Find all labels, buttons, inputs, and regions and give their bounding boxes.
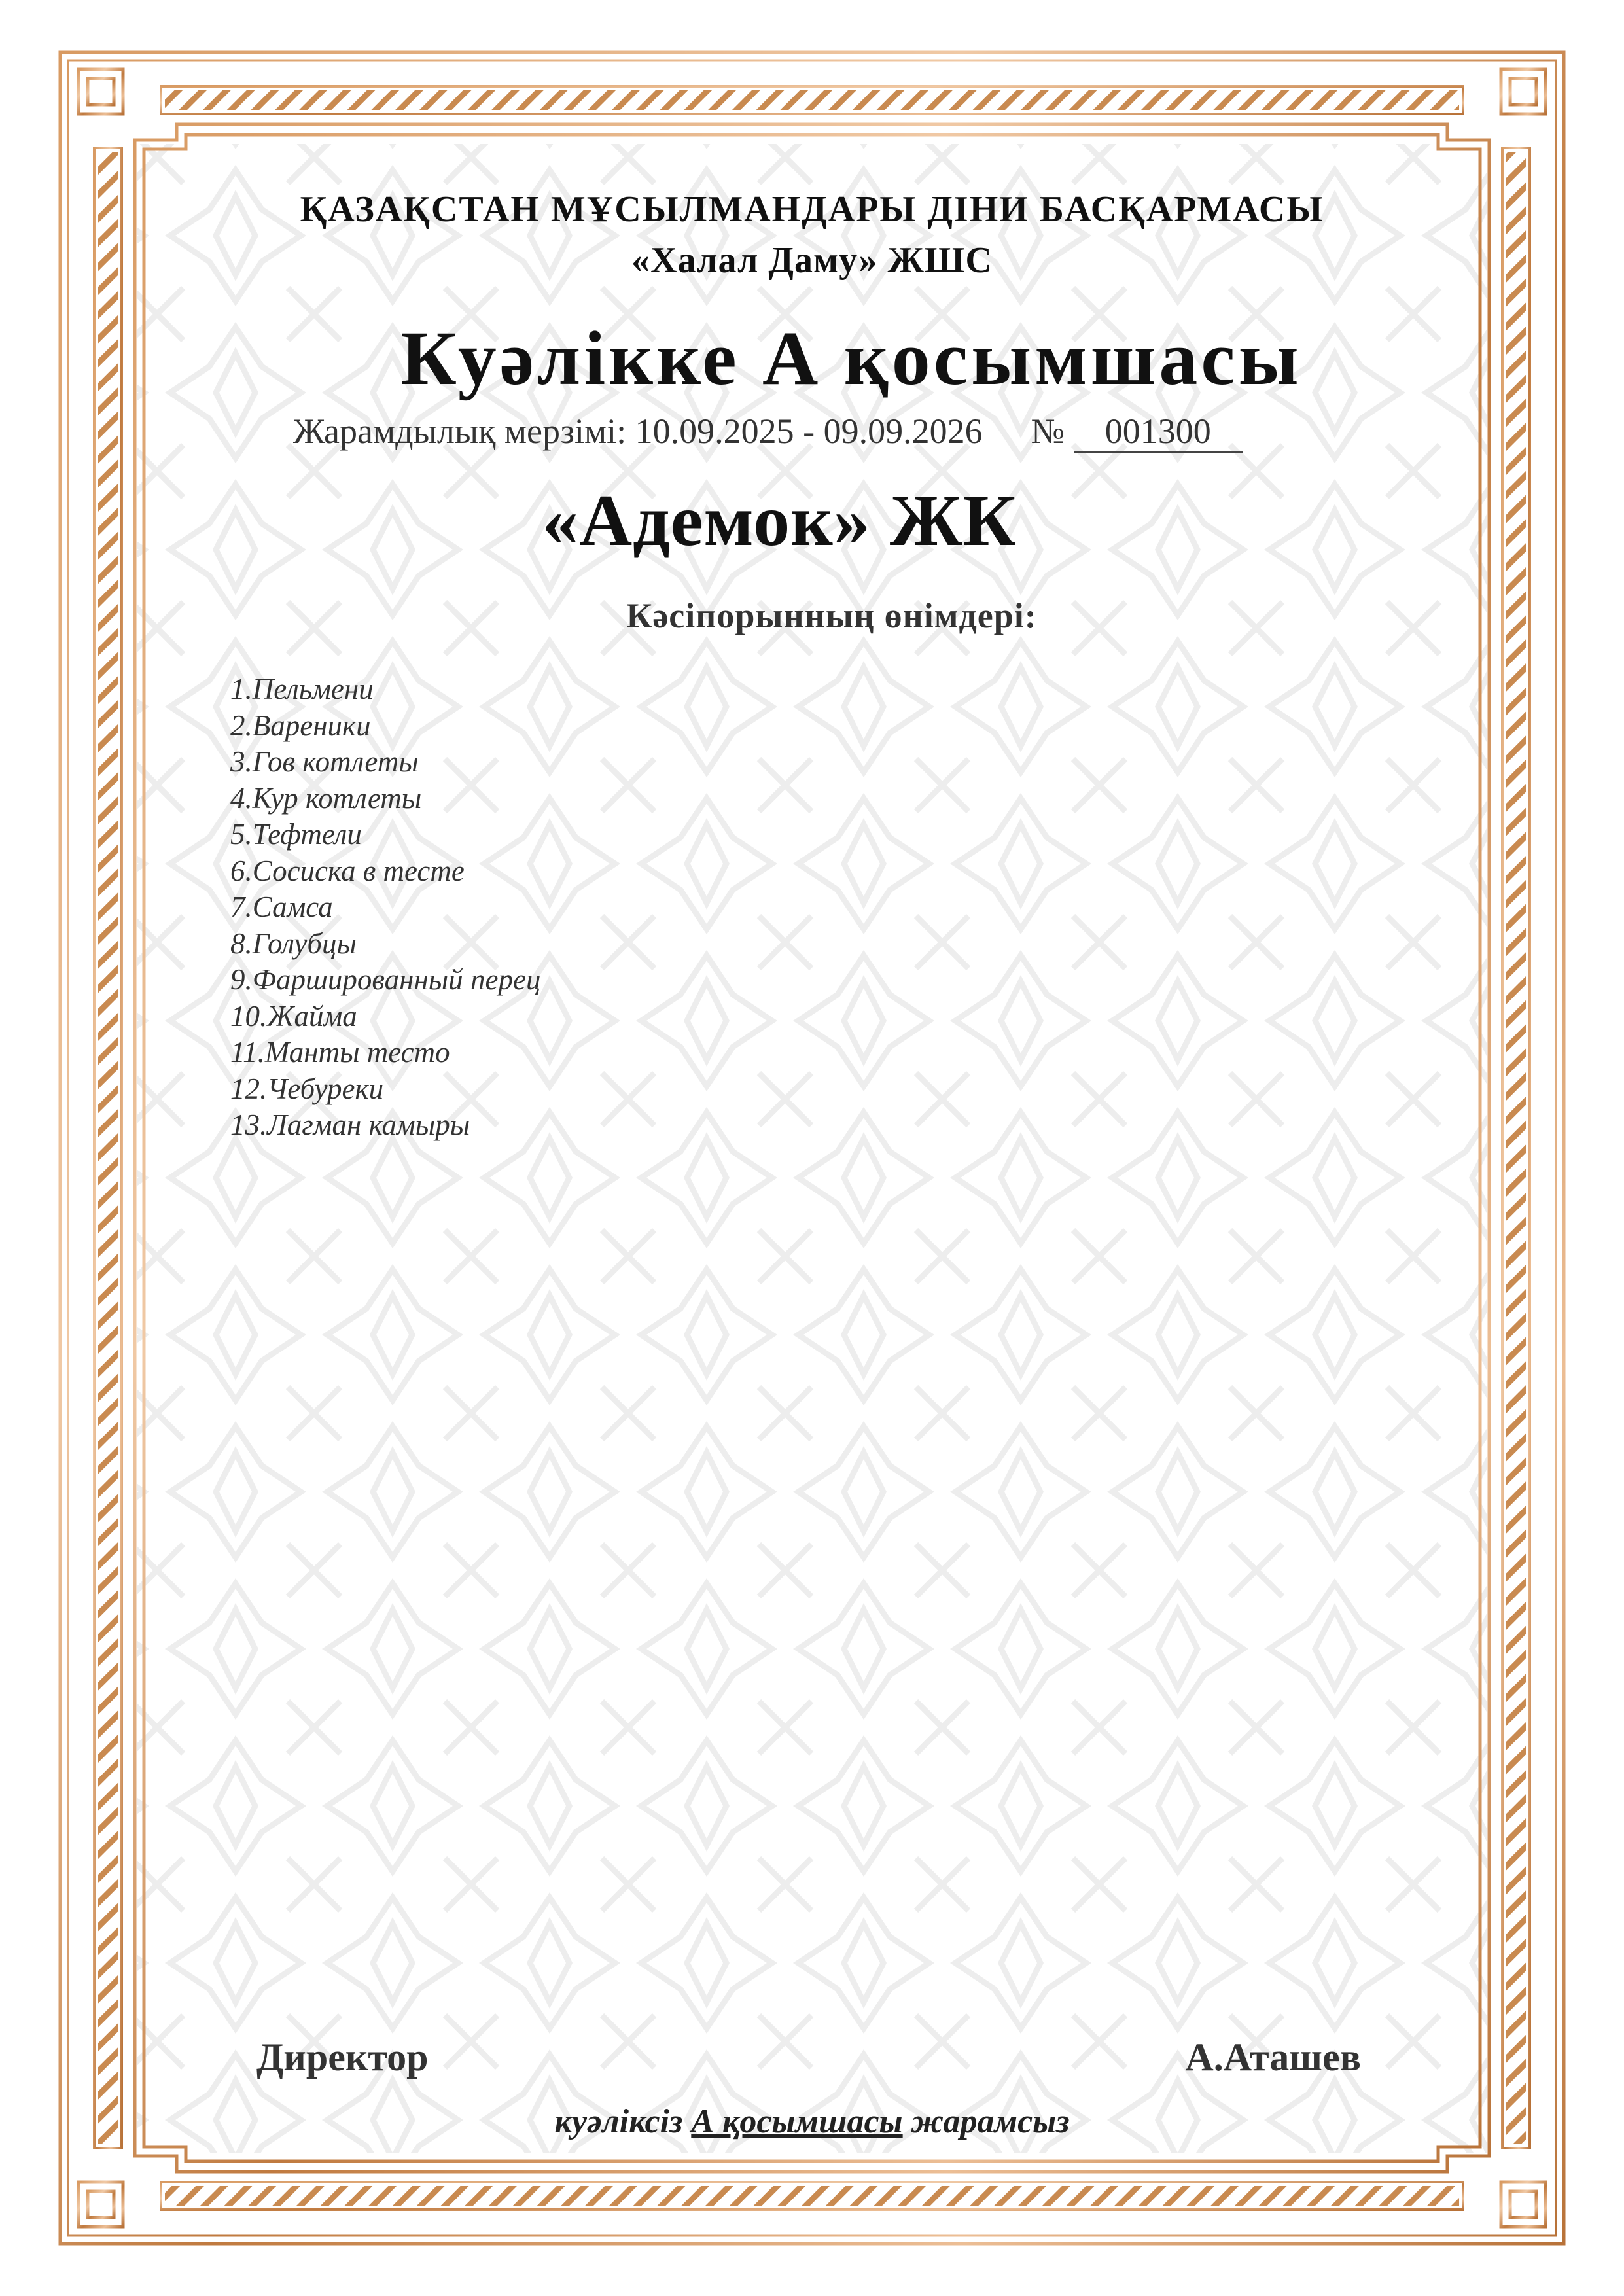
director-name: А.Аташев bbox=[1185, 2036, 1361, 2079]
footer-note bbox=[0, 2102, 1624, 2141]
list-item: 10.Жайма bbox=[230, 999, 357, 1033]
validity-period: Жарамдылық мерзімі: 10.09.2025 - 09.09.2026 bbox=[293, 412, 983, 451]
product-list bbox=[230, 671, 540, 1144]
document-title: Куәлікке А қосымшасы bbox=[400, 315, 1302, 401]
list-item: 4.Кур котлеты bbox=[230, 781, 422, 815]
validity-row bbox=[293, 411, 1243, 453]
rope-band-top bbox=[165, 90, 1459, 110]
list-item: 2.Вареники bbox=[230, 709, 371, 742]
footer-note-part2: А қосымшасы bbox=[691, 2103, 903, 2140]
director-label: Директор bbox=[256, 2036, 429, 2079]
list-item: 7.Самса bbox=[230, 891, 333, 923]
rope-band-right bbox=[1506, 152, 1526, 2144]
corner-square-bl bbox=[79, 2182, 123, 2227]
rope-band-left bbox=[98, 152, 118, 2144]
company-name: «Халал Даму» ЖШС bbox=[631, 240, 993, 281]
list-item: 9.Фаршированный перец bbox=[230, 963, 541, 996]
corner-square-br bbox=[1501, 2182, 1545, 2227]
organization-name: ҚАЗАҚСТАН МҰСЫЛМАНДАРЫ ДІНИ БАСҚАРМАСЫ bbox=[300, 189, 1324, 230]
certificate-number: 001300 bbox=[1074, 411, 1243, 453]
number-label: № bbox=[1031, 412, 1065, 451]
list-item: 11.Манты тесто bbox=[230, 1036, 450, 1069]
corner-square-tr bbox=[1501, 69, 1545, 114]
list-item: 6.Сосиска в тесте bbox=[230, 854, 465, 887]
holder-name: «Адемок» ЖК bbox=[542, 480, 1017, 561]
list-item: 8.Голубцы bbox=[230, 927, 357, 960]
products-heading: Кәсіпорынның өнімдері: bbox=[626, 596, 1037, 635]
corner-square-tl bbox=[79, 69, 123, 114]
list-item: 3.Гов котлеты bbox=[230, 745, 419, 778]
rope-band-bottom bbox=[165, 2186, 1459, 2206]
footer-note-part3: жарамсыз bbox=[911, 2103, 1070, 2140]
list-item: 12.Чебуреки bbox=[230, 1072, 384, 1105]
footer-note-part1: куәліксіз bbox=[554, 2103, 683, 2140]
list-item: 5.Тефтели bbox=[230, 818, 362, 851]
list-item: 13.Лагман камыры bbox=[230, 1108, 470, 1141]
list-item: 1.Пельмени bbox=[230, 673, 374, 705]
